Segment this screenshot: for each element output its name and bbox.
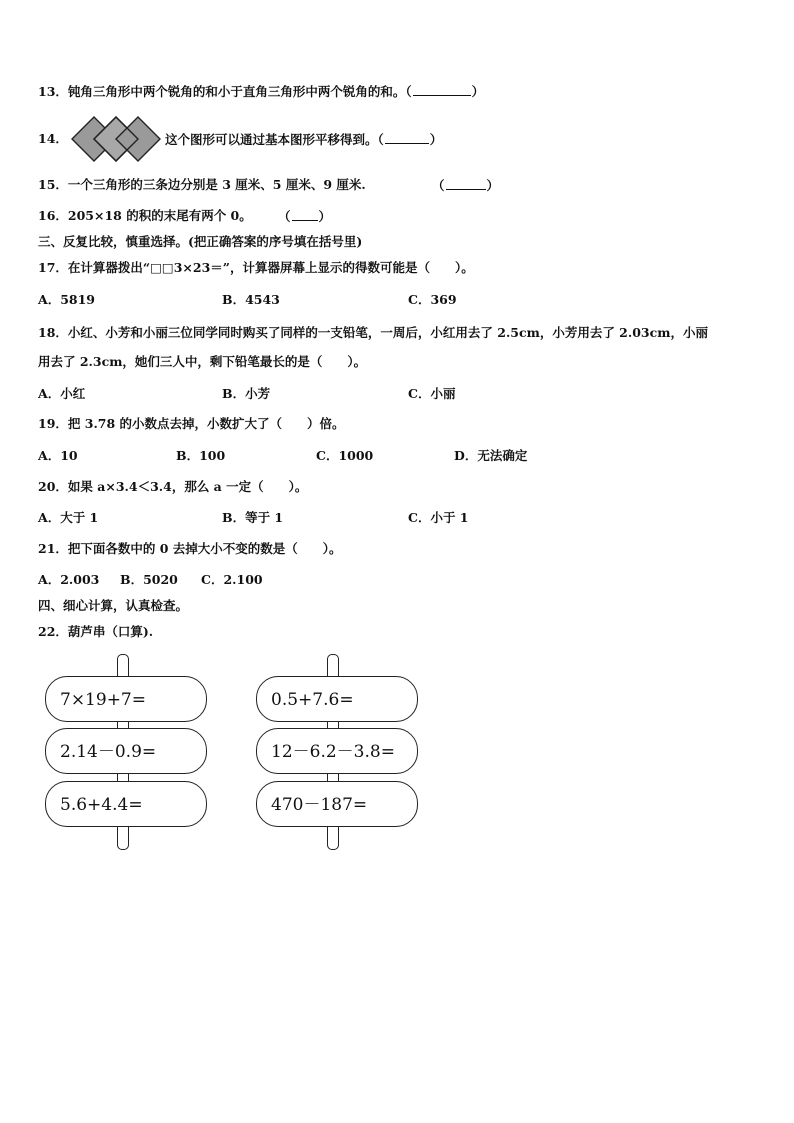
right-gourd-item-1[interactable]: 0.5+7.6= (256, 676, 418, 722)
option-21-c[interactable]: C．2.100 (201, 572, 263, 587)
option-17-a[interactable]: A．5819 (38, 292, 95, 307)
option-17-c[interactable]: C．369 (408, 292, 457, 307)
question-14-text: 这个图形可以通过基本图形平移得到。（ (165, 132, 384, 147)
option-21-a[interactable]: A．2.003 (38, 572, 100, 587)
question-18-line-2: 用去了 2.3cm，她们三人中，剩下铅笔最长的是（ ）。 (38, 354, 367, 369)
question-18-line-1: 18．小红、小芳和小丽三位同学同时购买了同样的一支铅笔，一周后，小红用去了 2.5cm，小芳用去了 2.03cm，小丽 (38, 325, 708, 340)
option-20-b[interactable]: B．等于 1 (222, 510, 284, 525)
question-16-answer: （ ） (278, 209, 332, 224)
option-18-a[interactable]: A．小红 (38, 386, 86, 401)
answer-blank-16[interactable] (292, 208, 318, 221)
answer-blank-13[interactable] (413, 83, 471, 96)
section-4-heading: 四、细心计算，认真检查。 (38, 598, 189, 613)
question-22-text: 22．葫芦串（口算). (38, 624, 154, 639)
left-gourd-item-1[interactable]: 7×19+7= (45, 676, 207, 722)
left-gourd-item-2[interactable]: 2.14－0.9= (45, 728, 207, 774)
option-19-b[interactable]: B．100 (176, 448, 226, 463)
question-17-text: 17．在计算器拨出“□□3×23＝”，计算器屏幕上显示的得数可能是（ ）。 (38, 260, 474, 275)
section-3-heading: 三、反复比较，慎重选择。(把正确答案的序号填在括号里) (38, 234, 363, 249)
question-16-text: 16．205×18 的积的末尾有两个 0。 (38, 208, 252, 223)
option-18-b[interactable]: B．小芳 (222, 386, 271, 401)
right-gourd-item-2[interactable]: 12－6.2－3.8= (256, 728, 418, 774)
question-20-text: 20．如果 a×3.4＜3.4，那么 a 一定（ ）。 (38, 479, 308, 494)
option-21-b[interactable]: B．5020 (120, 572, 178, 587)
option-20-a[interactable]: A．大于 1 (38, 510, 99, 525)
option-20-c[interactable]: C．小于 1 (408, 510, 469, 525)
option-17-b[interactable]: B．4543 (222, 292, 280, 307)
question-19-text: 19．把 3.78 的小数点去掉，小数扩大了（ ）倍。 (38, 416, 345, 431)
question-15-answer: （ ） (432, 178, 500, 193)
answer-blank-14[interactable] (385, 131, 429, 144)
option-19-c[interactable]: C．1000 (316, 448, 374, 463)
option-19-d[interactable]: D．无法确定 (454, 448, 528, 463)
left-gourd-item-3[interactable]: 5.6+4.4= (45, 781, 207, 827)
question-14-number: 14． (38, 131, 68, 146)
translated-squares-figure (70, 116, 162, 162)
question-15-text: 15．一个三角形的三条边分别是 3 厘米、5 厘米、9 厘米. (38, 177, 366, 192)
question-13: 13．钝角三角形中两个锐角的和小于直角三角形中两个锐角的和。（ ） (38, 84, 485, 99)
question-16 (38, 208, 252, 224)
answer-blank-15[interactable] (446, 177, 486, 190)
option-18-c[interactable]: C．小丽 (408, 386, 456, 401)
question-21-text: 21．把下面各数中的 0 去掉大小不变的数是（ ）。 (38, 541, 342, 556)
right-gourd-item-3[interactable]: 470－187= (256, 781, 418, 827)
question-13-text: 13．钝角三角形中两个锐角的和小于直角三角形中两个锐角的和。（ (38, 84, 412, 99)
option-19-a[interactable]: A．10 (38, 448, 78, 463)
question-14: 这个图形可以通过基本图形平移得到。（ ） (165, 132, 443, 147)
question-15 (38, 177, 366, 193)
